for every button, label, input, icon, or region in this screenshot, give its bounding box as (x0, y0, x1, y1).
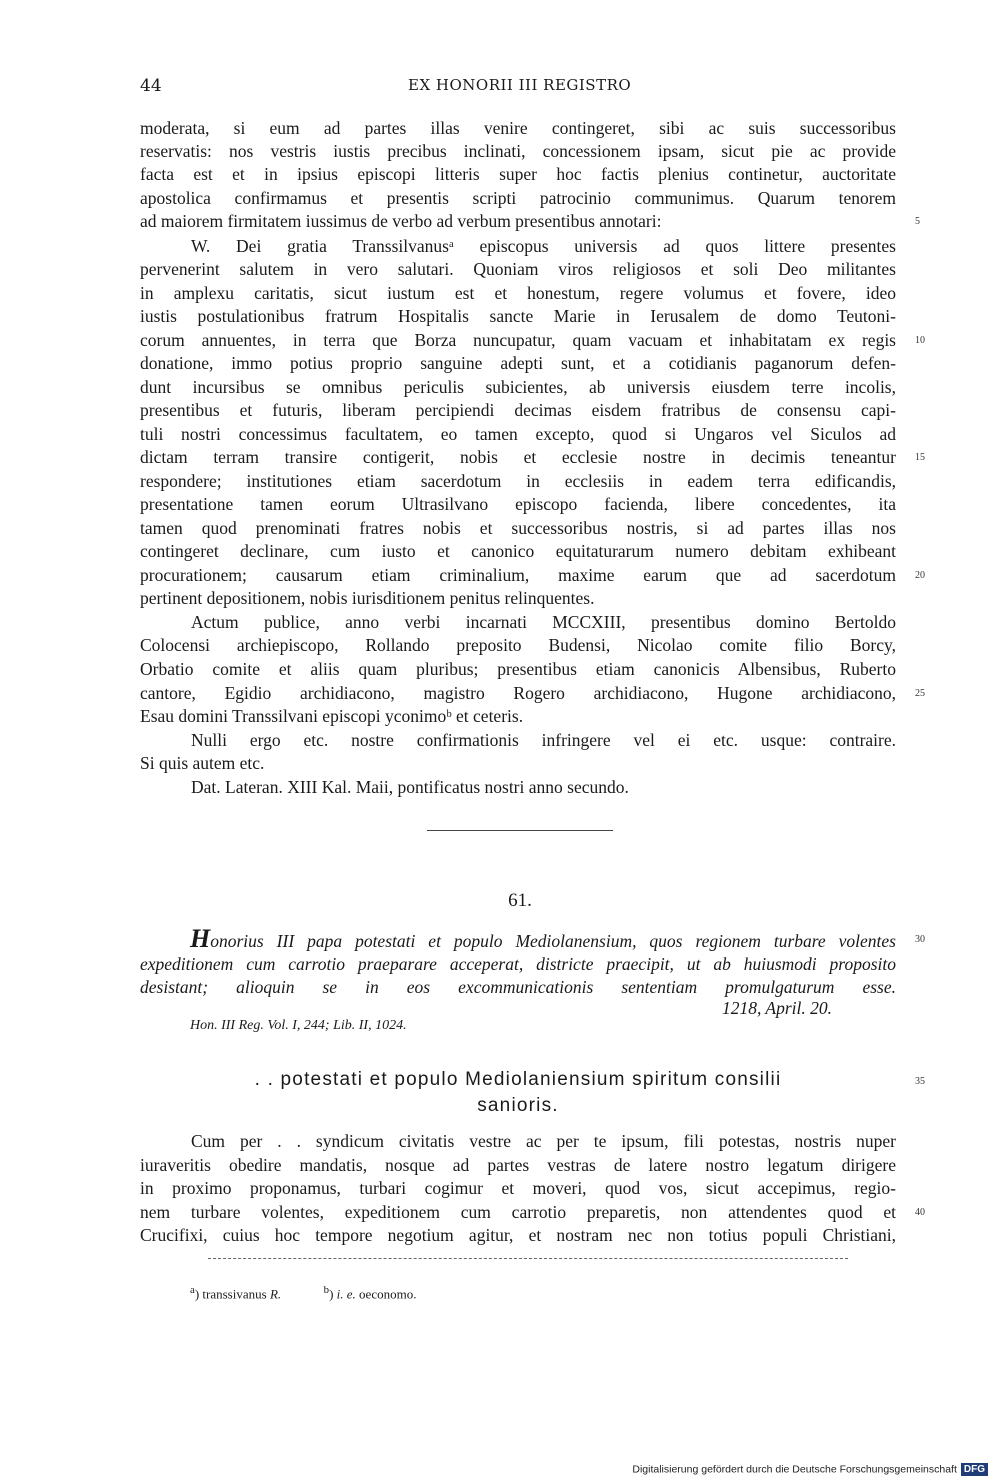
text-line: Crucifixi, cuius hoc tempore negotium agitur, et nostram nec non totius populi Christiani, (140, 1225, 896, 1245)
running-header: EX HONORII III REGISTRO (408, 76, 632, 94)
text-line: in amplexu caritatis, sicut iustum est et honestum, regere volumus et fovere, ideo (140, 283, 896, 303)
summary-line: expeditionem cum carrotio praeparare acceperat, districte praecipit, ut ab huiusmodi proposito (140, 954, 896, 974)
text-line: apostolica confirmamus et presentis scripti patrocinio communimus. Quarum tenorem (140, 188, 896, 208)
text-line: Esau domini Transsilvani episcopi yconimoᵇ et ceteris. (140, 706, 524, 726)
section-divider (427, 830, 613, 831)
text-line: contingeret declinare, cum iusto et canonico equitaturarum numero debitam exhibeant (140, 541, 896, 561)
footnote-a-source: R. (269, 1286, 282, 1302)
line-number: 15 (915, 452, 925, 463)
text-line: dictam terram transire contigerit, nobis et ecclesie nostre in decimis teneantur (140, 447, 896, 467)
summary-line: desistant; alioquin se in eos excommunicationis sententiam promulgaturum esse. (140, 977, 896, 997)
salutation-line: sanioris. (477, 1095, 559, 1116)
text-line: donatione, immo potius proprio sanguine adepti sunt, et a cotidianis paganorum defen- (140, 353, 896, 373)
line-number: 5 (915, 216, 920, 227)
text-line: Colocensi archiepiscopo, Rollando preposito Budensi, Nicolao comite filio Borcy, (140, 635, 896, 655)
text-line: facta est et in ipsius episcopi litteris super hoc factis plenius continetur, auctoritate (140, 164, 896, 184)
line-number: 30 (915, 934, 925, 945)
text-line: presentibus et futuris, liberam percipiendi decimas eisdem fratribus de consensu capi- (140, 400, 896, 420)
footnote-b-abbrev: i. e. (336, 1286, 356, 1302)
digitization-credit (632, 1463, 988, 1476)
text-line: corum annuentes, in terra que Borza nuncupatur, quam vacuam et inhabitatam ex regis (140, 330, 896, 350)
source-reference: Hon. III Reg. Vol. I, 244; Lib. II, 1024. (190, 1018, 407, 1033)
text-line: pertinent depositionem, nobis iurisditionem penitus relinquentes. (140, 588, 595, 608)
line-number: 35 (915, 1076, 925, 1087)
summary-text: onorius III papa potestati et populo Mediolanensium, quos regionem turbare volentes (210, 931, 896, 951)
text-line: respondere; institutiones etiam sacerdotum in ecclesiis in eadem terra edificandis, (140, 471, 896, 491)
text-line: Dat. Lateran. XIII Kal. Maii, pontificatus nostri anno secundo. (191, 777, 629, 797)
line-number: 10 (915, 335, 925, 346)
document-number: 61. (508, 890, 532, 911)
text-line: tuli nostri concessimus facultatem, eo tamen excepto, quod si Ungaros vel Siculos ad (140, 424, 896, 444)
line-number: 40 (915, 1207, 925, 1218)
document-date: 1218, April. 20. (722, 998, 833, 1018)
text-line: Actum publice, anno verbi incarnati MCCXIII, presentibus domino Bertoldo (191, 612, 896, 632)
text-line: iustis postulationibus fratrum Hospitalis sancte Marie in Ierusalem de domo Teutoni- (140, 306, 896, 326)
text-line: presentatione tamen eorum Ultrasilvano episcopo facienda, libere concedentes, ita (140, 494, 896, 514)
text-line: reservatis: nos vestris iustis precibus inclinati, concessionem ipsam, sicut pie ac provide (140, 141, 896, 161)
text-line: nem turbare volentes, expeditionem cum carrotio preparetis, non attendentes quod et (140, 1202, 896, 1222)
text-line: procurationem; causarum etiam criminalium, maxime earum que ad sacerdotum (140, 565, 896, 585)
dfg-logo: DFG (961, 1463, 988, 1476)
text-line: Orbatio comite et aliis quam pluribus; presentibus etiam canonicis Albensibus, Ruberto (140, 659, 896, 679)
footnote-a-text: transsivanus (202, 1286, 267, 1302)
text-line: W. Dei gratia Transsilvanusᵃ episcopus universis ad quos littere presentes (191, 236, 896, 256)
text-line: in proximo proponamus, turbari cogimur et moveri, quod vos, sicut accepimus, regio- (140, 1178, 896, 1198)
text-line: iuraveritis obedire mandatis, nosque ad partes vestras de latere nostro legatum dirigere (140, 1155, 896, 1175)
text-line: Nulli ergo etc. nostre confirmationis infringere vel ei etc. usque: contraire. (191, 730, 896, 750)
summary-initial: H (190, 924, 211, 953)
footnote-b-mark: b (323, 1284, 330, 1296)
line-number: 25 (915, 688, 925, 699)
text-line: ad maiorem firmitatem iussimus de verbo ad verbum presentibus annotari: (140, 211, 662, 231)
footnote-divider (208, 1258, 848, 1259)
page-number: 44 (140, 76, 162, 96)
summary-line (190, 924, 896, 953)
text-line: cantore, Egidio archidiacono, magistro Rogero archidiacono, Hugone archidiacono, (140, 683, 896, 703)
footnote-b-text: oeconomo. (359, 1286, 417, 1302)
text-line: dunt incursibus se omnibus periculis subicientes, ab universis eiusdem terre incolis, (140, 377, 896, 397)
text-line: Cum per . . syndicum civitatis vestre ac per te ipsum, fili potestas, nostris nuper (191, 1131, 896, 1151)
credit-text: Digitalisierung gefördert durch die Deutsche Forschungsgemeinschaft (632, 1463, 957, 1476)
footnote-a-mark: a (190, 1284, 195, 1296)
text-line: tamen quod prenominati fratres nobis et successoribus nostris, si ad partes illas nos (140, 518, 896, 538)
salutation-line: . . potestati et populo Mediolaniensium spiritum consilii (254, 1069, 782, 1090)
text-line: Si quis autem etc. (140, 753, 265, 773)
line-number: 20 (915, 570, 925, 581)
footnotes: $^a$) transsivanus R. $^b$) i. e. oeconomo. (190, 1284, 417, 1302)
text-line: pervenerint salutem in vero salutari. Quoniam viros religiosos et soli Deo militantes (140, 259, 896, 279)
text-line: moderata, si eum ad partes illas venire contingeret, sibi ac suis successoribus (140, 118, 896, 138)
